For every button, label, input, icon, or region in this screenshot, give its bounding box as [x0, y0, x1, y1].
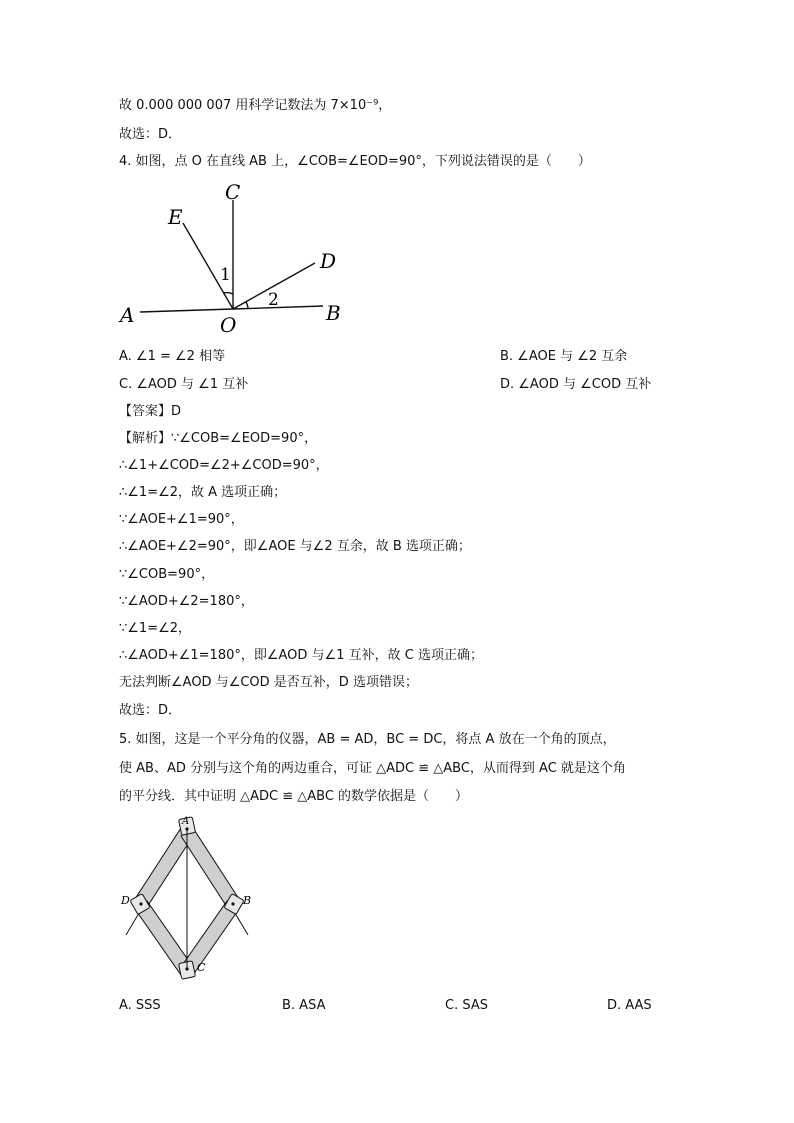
question-4-stem: 4. 如图，点 O 在直线 AB 上，∠COB=∠EOD=90°，下列说法错误的是（ ） [119, 154, 591, 169]
question-5-stem: 使 AB、AD 分别与这个角的两边重合，可证 △ADC ≌ △ABC，从而得到 AC 就是这个角 [119, 761, 626, 776]
label-angle-1: 1 [220, 265, 231, 285]
q4-option-b[interactable]: B. ∠AOE 与 ∠2 互余 [500, 349, 628, 364]
label-d: D [320, 249, 337, 273]
q5-option-c[interactable]: C. SAS [445, 998, 488, 1013]
q5-option-b[interactable]: B. ASA [282, 998, 326, 1013]
question-5-figure [110, 812, 270, 987]
q4-solution-line: ∴∠AOE+∠2=90°，即∠AOE 与∠2 互余，故 B 选项正确； [119, 539, 471, 554]
label-a: A [120, 303, 135, 327]
label-e: E [168, 205, 183, 229]
question-5-stem: 5. 如图，这是一个平分角的仪器，AB = AD，BC = DC，将点 A 放在一个角的顶点， [119, 732, 616, 747]
q5-option-d[interactable]: D. AAS [607, 998, 652, 1013]
label-d: D [121, 894, 130, 907]
question-5-stem: 的平分线．其中证明 △ADC ≌ △ABC 的数学依据是（ ） [119, 789, 469, 804]
q4-solution-line: ∵∠AOE+∠1=90°， [119, 512, 244, 527]
q4-solution-line: ∵∠1=∠2， [119, 621, 192, 636]
q4-option-c[interactable]: C. ∠AOD 与 ∠1 互补 [119, 377, 249, 392]
q4-solution-line: 故选：D． [119, 703, 182, 718]
q4-solution-line: ∴∠AOD+∠1=180°，即∠AOD 与∠1 互补，故 C 选项正确； [119, 648, 483, 663]
line-oa [140, 309, 233, 312]
q4-solution-line: ∴∠1=∠2，故 A 选项正确； [119, 485, 287, 500]
question-4-figure [110, 178, 370, 338]
q4-solution-line: ∵∠COB=90°， [119, 567, 215, 582]
label-o: O [220, 313, 237, 337]
text-line-scientific-notation: 故 0.000 000 007 用科学记数法为 7×10⁻⁹， [119, 98, 392, 113]
label-b: B [243, 894, 252, 907]
label-c: C [225, 180, 241, 204]
q4-answer: 【答案】D [119, 404, 182, 419]
label-b: B [326, 301, 341, 325]
label-angle-2: 2 [268, 290, 279, 310]
q4-solution-line: 无法判断∠AOD 与∠COD 是否互补，D 选项错误； [119, 675, 418, 690]
q4-solution-line: ∵∠AOD+∠2=180°， [119, 594, 254, 609]
q4-option-d[interactable]: D. ∠AOD 与 ∠COD 互补 [500, 377, 652, 392]
q4-solution-line: 【解析】∵∠COB=∠EOD=90°， [119, 431, 318, 446]
q4-option-a[interactable]: A. ∠1 = ∠2 相等 [119, 349, 226, 364]
label-a: A [182, 816, 190, 827]
bar-ab [181, 828, 239, 907]
q4-solution-line: ∴∠1+∠COD=∠2+∠COD=90°， [119, 458, 329, 473]
label-c: C [197, 961, 206, 974]
text-line-answer-prev: 故选：D． [119, 127, 182, 142]
q5-option-a[interactable]: A. SSS [119, 998, 161, 1013]
